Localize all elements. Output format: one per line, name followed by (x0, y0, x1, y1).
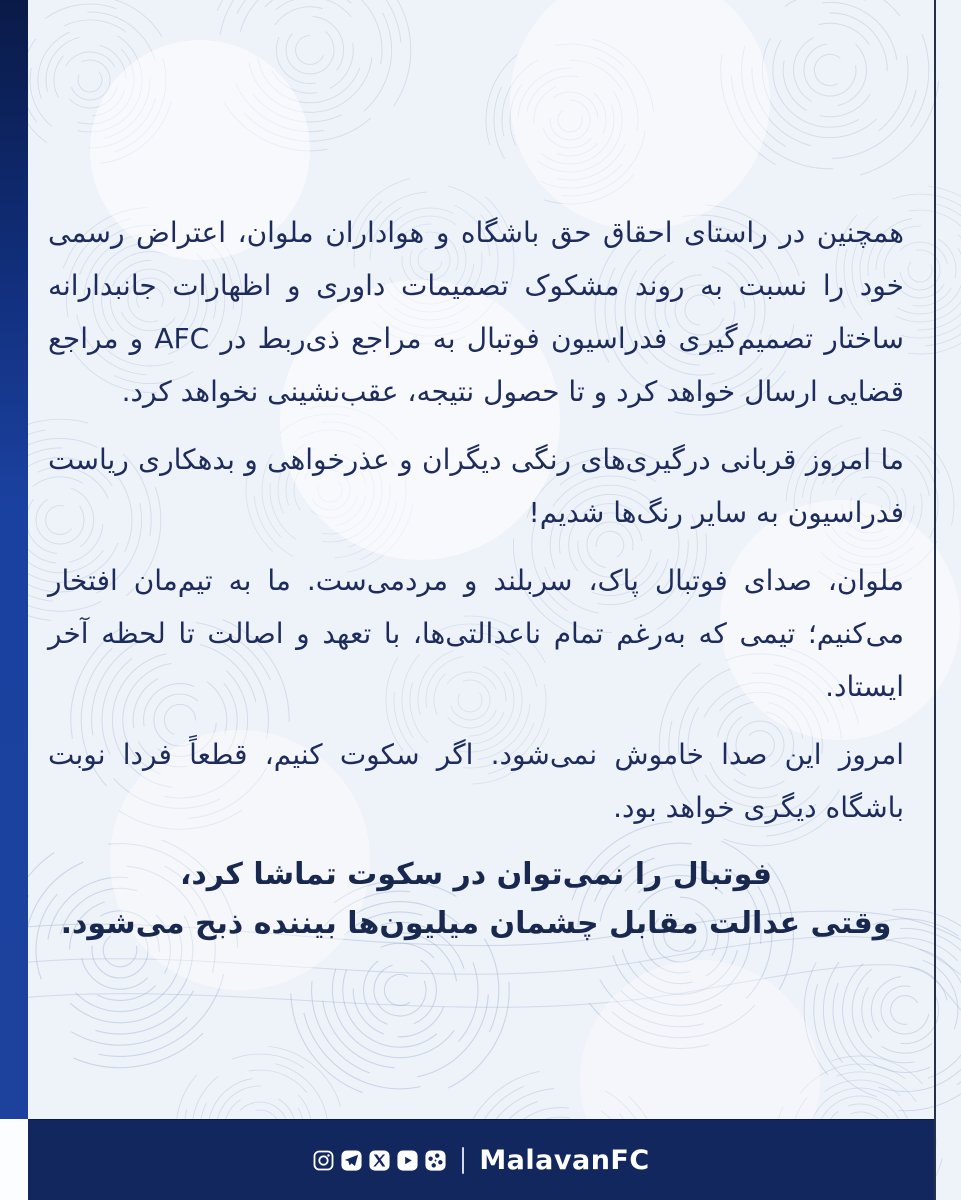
footer-handle: MalavanFC (479, 1144, 650, 1176)
telegram-icon (340, 1149, 363, 1172)
paragraph-2: ما امروز قربانی درگیری‌های رنگی دیگران و عذرخواهی و بدهکاری ریاست فدراسیون به سایر رنگ‌ها شدیم! (48, 443, 904, 529)
footer-divider (462, 1147, 464, 1174)
right-accent-line (934, 0, 936, 1200)
bottom-left-corner (0, 1119, 28, 1200)
statement-body (28, 0, 934, 948)
paragraph-1: همچنین در راستای احقاق حق باشگاه و هواداران ملوان، اعتراض رسمی خود را نسبت به روند مشکوک تصمیمات داوری و اظهارات جانبدارانه ساختار تصمیم‌گیری فدراسیون فوتبال به مراجع ذی‌ربط در AFC و مراجع قضایی ارسال خواهد کرد و تا حصول نتیجه، عقب‌نشینی نخواهد کرد. (48, 216, 904, 408)
aparat-icon (424, 1149, 447, 1172)
youtube-icon (396, 1149, 419, 1172)
instagram-icon (312, 1149, 335, 1172)
paragraph-3: ملوان، صدای فوتبال پاک، سربلند و مردمی‌ست. ما به تیم‌مان افتخار می‌کنیم؛ تیمی که به‌رغم تمام ناعدالتی‌ها، با تعهد و اصالت تا لحظه آخر ایستاد. (48, 564, 904, 703)
closing-statement (48, 850, 904, 948)
x-icon (368, 1149, 391, 1172)
footer-bar (28, 1119, 934, 1200)
left-accent-bar (0, 0, 28, 1119)
closing-line-2: وقتی عدالت مقابل چشمان میلیون‌ها بیننده ذبح می‌شود. (60, 906, 892, 941)
closing-line-1: فوتبال را نمی‌توان در سکوت تماشا کرد، (179, 857, 773, 892)
paragraph-4: امروز این صدا خاموش نمی‌شود. اگر سکوت کنیم، قطعاً فردا نوبت باشگاه دیگری خواهد بود. (48, 738, 904, 824)
social-icons-row (312, 1149, 447, 1172)
